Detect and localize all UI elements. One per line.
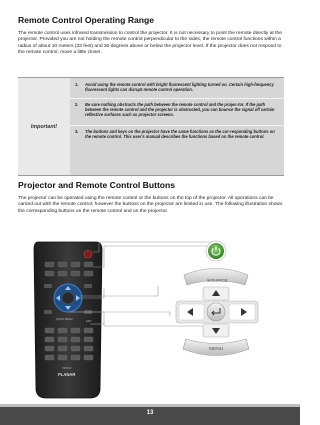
remote-quick-menu-text: QUICK MENU [56,318,73,321]
item-text: Avoid using the remote control with bright fluorescent lighting turned on. Certain high-frequency fluorescent lights can disrupt remote control operation. [85,82,274,93]
remote-button [84,346,93,351]
remote-button [71,262,80,267]
remote-button [84,337,93,342]
remote-button [84,355,93,360]
remote-button [84,271,93,276]
remote-button [58,262,67,267]
menu-label: MENU [209,347,224,352]
page-footer [0,404,300,425]
remote-model-text: PR5020 [62,367,72,370]
important-item [75,82,281,92]
remote-button [84,284,92,288]
section-heading-operating-range: Remote Control Operating Range [18,15,155,25]
important-items [70,78,284,175]
power-button-icon [208,243,224,259]
projector-buttons [176,241,258,356]
remote-button [44,284,52,288]
divider [70,125,284,126]
remote-button [45,262,54,267]
item-number: 3. [75,129,79,134]
footer-rule [0,404,300,407]
remote-brand-logo: PLANAR [58,372,76,377]
item-text: Be sure nothing obstructs the path between the remote control and the projec-tor. If the path between the remote control and the projector is obstructed, you can bounce the signal off certain reflective surfaces such as projector screens. [85,102,275,118]
remote-button [84,328,93,333]
important-item [75,129,281,139]
source-label: SOURCE [207,279,228,284]
remote-button [58,337,67,342]
remote-button [58,271,67,276]
enter-button [207,303,225,321]
remote-control [34,242,102,398]
buttons-paragraph: The projector can be operated using the remote control or the buttons on the top of the projector. All operations can be carried out with the remote control; however the buttons on the projector are limited in use. The following illustration shows the corresponding buttons on the remote control and on the projector. [18,196,283,214]
remote-button [71,271,80,276]
remote-button [45,271,54,276]
remote-enter-button [62,292,74,304]
remote-power-icon [84,250,92,258]
remote-button [71,337,80,342]
remote-button [84,262,93,267]
remote-button [45,337,54,342]
remote-and-projector-illustration [0,240,300,400]
divider [70,98,284,99]
operating-range-paragraph: The remote control uses infrared transmission to control the projector. It is not necessary to point the remote directly at the projector. Provided you are not holding the remote control perpendicular to the sides, the remote control functions within a radius of about 10 meters (33 feet) and 30 degrees above or below the projector level. If the projector does not respond to the remote control, move a little closer. [18,31,282,55]
important-item [75,102,281,117]
remote-button [45,355,54,360]
important-note-box [18,77,284,176]
page-number: 13 [146,410,154,416]
remote-exit-text: EXIT [86,320,92,323]
item-text: The buttons and keys on the projector have the same functions as the cor-responding buttons on the remote control. This user's manual describes the functions based on the remote control. [85,129,275,140]
section-heading-buttons: Projector and Remote Control Buttons [18,180,176,190]
item-number: 1. [75,82,79,87]
remote-button [71,346,80,351]
important-label: Important! [30,123,58,130]
item-number: 2. [75,102,79,107]
remote-button [71,355,80,360]
remote-button [71,328,80,333]
remote-button [44,310,52,314]
remote-button [58,346,67,351]
remote-button [58,355,67,360]
remote-button [58,328,67,333]
remote-button [45,346,54,351]
remote-button [45,328,54,333]
